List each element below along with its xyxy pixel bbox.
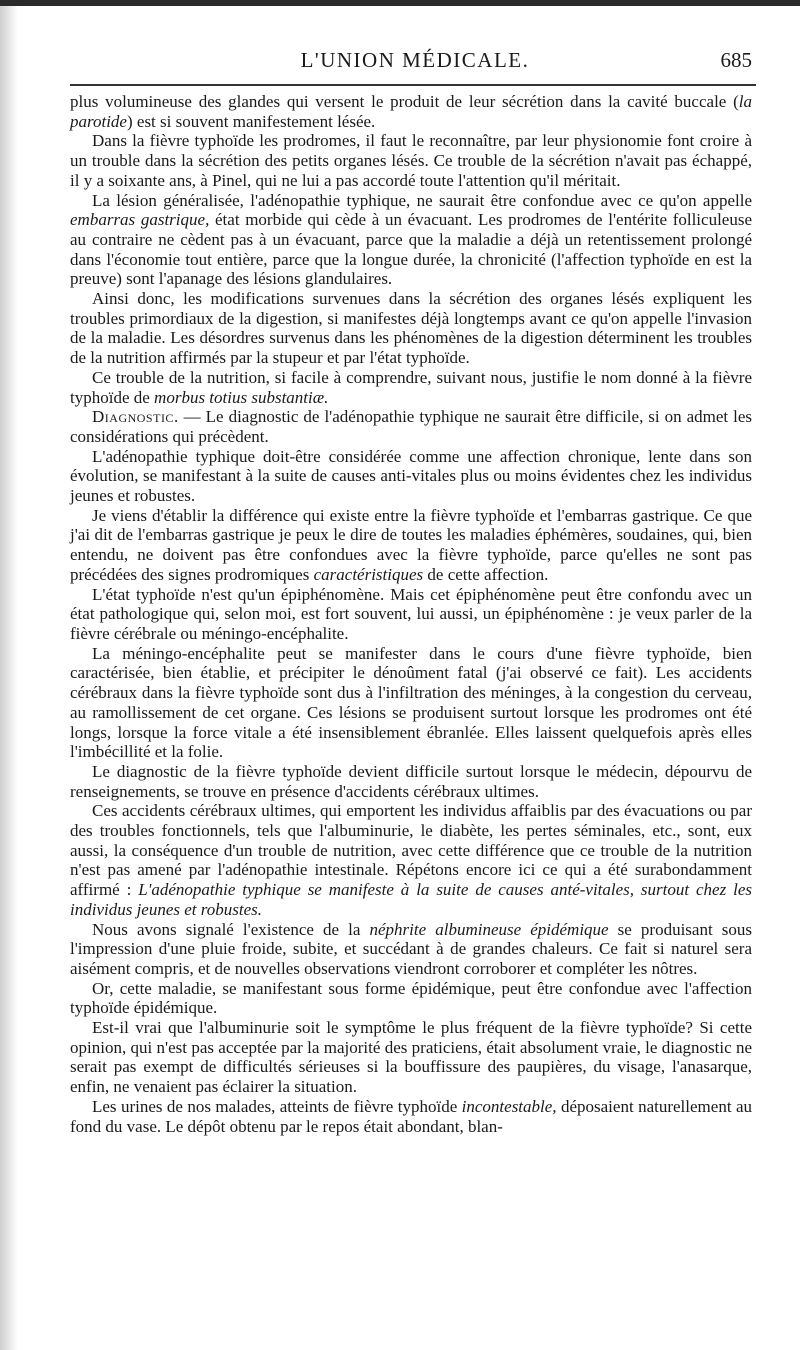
page-number: 685 — [720, 48, 752, 72]
text-run: Est-il vrai que l'albuminurie soit le symptôme le plus fréquent de la fièvre typhoïde? Si cette opinion, qui n'est pas acceptée par la majorité des praticiens, était absolument vraie, le diagnostic ne serait pas exempt de difficultés sérieuses si la bouffissure des paupières, du visage, l'anasarque, enfin, ne venaient pas éclairer la situation. — [70, 1018, 752, 1097]
article-body — [70, 92, 752, 1136]
text-run: déposaient naturellement au fond du vase. Le dépôt obtenu par le repos était abondant, blan- — [70, 1096, 752, 1136]
paragraph — [70, 762, 752, 801]
paragraph — [70, 131, 752, 190]
paragraph — [70, 92, 752, 131]
header-rule — [70, 84, 756, 86]
paragraph — [70, 447, 752, 506]
text-run: état morbide qui cède à un évacuant. Les prodromes de l'entérite folliculeuse au contraire ne cèdent pas à un évacuant, parce que la maladie a déjà un retentissement prolongé dans l'économie tout entière, parce que la longue durée, la chronicité (l'affection typhoïde en est la preuve) sont l'apanage des lésions glandulaires. — [70, 210, 752, 289]
paragraph — [70, 1018, 752, 1097]
text-run: La lésion généralisée, l'adénopathie typhique, ne saurait être confondue avec ce qu'on appelle — [92, 190, 752, 210]
page-edge-shadow — [0, 0, 18, 1350]
paragraph — [70, 368, 752, 407]
top-border — [0, 0, 800, 6]
paragraph — [70, 407, 752, 446]
text-run: Ces accidents cérébraux ultimes, qui emportent les individus affaiblis par des évacuations ou par des troubles fonctionnels, tels que l'albuminurie, le diabète, les pertes séminales, etc., sont, eux aussi, la conséquence d'un trouble de nutrition, avec cette différence que ce trouble de la nutrition n'est pas amené par l'adénopathie intestinale. Répétons encore ici ce qui a été surabondamment affirmé : — [70, 801, 752, 900]
paragraph — [70, 801, 752, 919]
paragraph — [70, 979, 752, 1018]
running-header — [70, 48, 760, 82]
paragraph — [70, 585, 752, 644]
paragraph — [70, 1097, 752, 1136]
italic-run: la parotide — [70, 92, 752, 131]
text-run: Ainsi donc, les modifications survenues dans la sécrétion des organes lésés expliquent les troubles primordiaux de la digestion, si manifestes déjà longtemps avant ce qu'on appelle l'invasion de la maladie. Les désordres survenus dans les phénomènes de la digestion déterminent les troubles de la nutrition affirmés par la stupeur et par l'état typhoïde. — [70, 289, 752, 368]
paragraph — [70, 920, 752, 979]
text-run: ) est si souvent manifestement lésée. — [126, 111, 376, 131]
italic-run: caractéristiques — [313, 564, 424, 584]
text-run: — Le diagnostic de l'adénopathie typhique ne saurait être difficile, si on admet les considérations qui précèdent. — [70, 407, 752, 446]
text-run: L'état typhoïde n'est qu'un épiphénomène. Mais cet épiphénomène peut être confondu avec un état pathologique qui, selon moi, est fort souvent, lui aussi, un épiphénomène : je veux parler de la fièvre cérébrale ou méningo-encéphalite. — [70, 584, 752, 643]
journal-title: L'UNION MÉDICALE. — [300, 48, 530, 72]
italic-run: morbus totius substantiæ. — [154, 387, 329, 407]
text-run: Je viens d'établir la différence qui existe entre la fièvre typhoïde et l'embarras gastrique. Ce que j'ai dit de l'embarras gastrique je peux le dire de toutes les maladies éphémères, soudaines, qui, bien entendu, ne doivent pas être confondues avec la fièvre typhoïde, parce qu'elles ne sont pas précédées des signes prodromiques — [70, 505, 752, 584]
text-run: Les urines de nos malades, atteints de fièvre typhoïde — [92, 1096, 462, 1116]
paragraph — [70, 289, 752, 368]
italic-run: incontestable, — [461, 1096, 557, 1116]
text-run: Le diagnostic de la fièvre typhoïde devient difficile surtout lorsque le médecin, dépourvu de renseignements, se trouve en présence d'accidents cérébraux ultimes. — [70, 761, 752, 801]
text-run: Ce trouble de la nutrition, si facile à comprendre, suivant nous, justifie le nom donné à la fièvre typhoïde de — [70, 367, 752, 407]
text-run: La méningo-encéphalite peut se manifester dans le cours d'une fièvre typhoïde, bien caractérisée, bien établie, et précipiter le dénoûment fatal (j'ai observé ce fait). Les accidents cérébraux dans la fièvre typhoïde sont dus à l'infiltration des méninges, à la congestion du cerveau, au ramollissement de cet organe. Ces lésions se produisent surtout lorsque les prodromes ont été longs, lorsque la force vitale a été insensiblement ébranlée. Elles laissent quelquefois après elles l'imbécillité et la folie. — [70, 643, 752, 762]
paragraph — [70, 191, 752, 290]
italic-run: L'adénopathie typhique se manifeste à la suite de causes anté-vitales, surtout chez les individus jeunes et robustes. — [70, 880, 752, 919]
section-heading: Diagnostic. — [92, 407, 179, 427]
italic-run: embarras gastrique, — [70, 210, 210, 230]
italic-run: néphrite albumineuse épidémique — [369, 919, 609, 939]
text-run: se produisant sous l'impression d'une pluie froide, subite, et succédant à de grandes chaleurs. Ce fait si naturel sera aisément compris, et de nouvelles observations viendront corroborer et compléter les nôtres. — [70, 919, 752, 978]
paragraph — [70, 506, 752, 585]
paragraph — [70, 644, 752, 762]
text-run: Dans la fièvre typhoïde les prodromes, il faut le reconnaître, par leur physionomie font croire à un trouble dans la sécrétion des petits organes lésés. Ce trouble de la sécrétion n'avait pas échappé, il y a soixante ans, à Pinel, qui ne lui a pas accordé toute l'attention qu'il méritait. — [70, 131, 752, 190]
text-run: plus volumineuse des glandes qui versent le produit de leur sécrétion dans la cavité buccale ( — [70, 92, 739, 111]
text-run: Or, cette maladie, se manifestant sous forme épidémique, peut être confondue avec l'affection typhoïde épidémique. — [70, 978, 752, 1018]
text-run: de cette affection. — [423, 564, 549, 584]
text-run: Nous avons signalé l'existence de la — [92, 919, 370, 939]
text-run: L'adénopathie typhique doit-être considérée comme une affection chronique, lente dans son évolution, se manifestant à la suite de causes anti-vitales plus ou moins évidentes chez les individus jeunes et robustes. — [70, 446, 752, 506]
